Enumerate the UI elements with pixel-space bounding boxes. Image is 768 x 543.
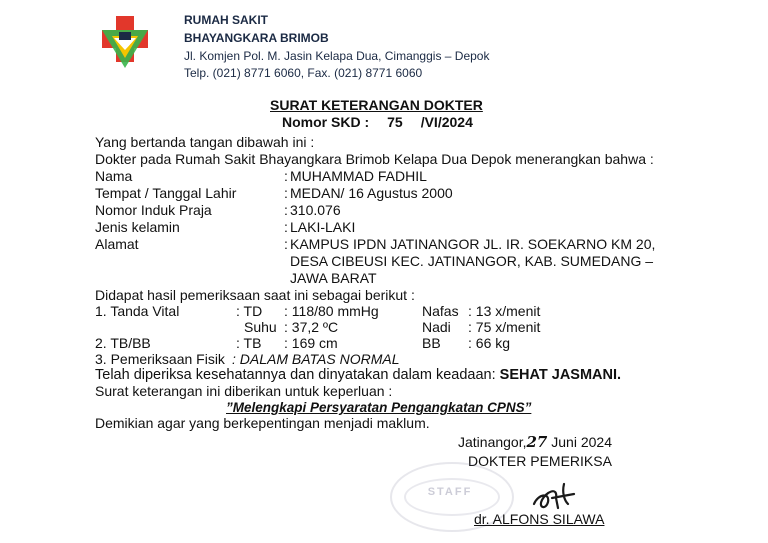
address-label: Alamat [95, 236, 139, 252]
number-value: 75 [387, 114, 403, 130]
signature-role: DOKTER PEMERIKSA [468, 453, 612, 469]
exam-heading: Didapat hasil pemeriksaan saat ini sebagai berikut : [95, 287, 415, 303]
td-label: : TD [236, 303, 263, 319]
number-label: Nomor SKD : [282, 114, 370, 130]
conclusion-line [95, 367, 621, 383]
tbbb-label: 2. TB/BB [95, 335, 151, 351]
nafas-label: Nafas [422, 303, 459, 319]
bb-label: BB [422, 335, 441, 351]
address-line1: KAMPUS IPDN JATINANGOR JL. IR. SOEKARNO KM 20, [290, 236, 656, 252]
hospital-logo-icon [92, 10, 158, 76]
number-rest: /VI/2024 [420, 114, 473, 130]
fisik-label: 3. Pemeriksaan Fisik [95, 351, 225, 367]
date-month-year: Juni 2024 [551, 434, 612, 450]
document-title: SURAT KETERANGAN DOKTER [270, 97, 483, 113]
doctor-name: dr. ALFONS SILAWA [474, 511, 605, 527]
bb-value: : 66 kg [468, 335, 511, 351]
tb-value: : 169 cm [284, 335, 338, 351]
closing-line: Demikian agar yang berkepentingan menjadi maklum. [95, 415, 430, 431]
conclusion-text: Telah diperiksa kesehatannya dan dinyatakan dalam keadaan: [95, 367, 496, 383]
hospital-name-line1: RUMAH SAKIT [184, 13, 268, 27]
td-value: : 118/80 mmHg [284, 303, 379, 319]
signature-date [458, 433, 612, 451]
intro-line2: Dokter pada Rumah Sakit Bhayangkara Brimob Kelapa Dua Depok menerangkan bahwa : [95, 151, 654, 167]
address-line3: JAWA BARAT [290, 270, 377, 286]
colon: : [284, 185, 288, 201]
intro-line1: Yang bertanda tangan dibawah ini : [95, 134, 315, 150]
colon: : [284, 168, 288, 184]
hospital-phone: Telp. (021) 8771 6060, Fax. (021) 8771 6060 [184, 66, 423, 80]
name-label: Nama [95, 168, 133, 184]
colon: : [284, 202, 288, 218]
purpose-text: ”Melengkapi Persyaratan Pengangkatan CPNS” [226, 400, 532, 415]
suhu-label: Suhu [244, 319, 277, 335]
dob-label: Tempat / Tanggal Lahir [95, 185, 237, 201]
sex-value: LAKI-LAKI [290, 219, 356, 235]
stamp-text: STAFF [427, 486, 473, 498]
nip-value: 310.076 [290, 202, 341, 218]
colon: : [284, 219, 288, 235]
nadi-value: : 75 x/menit [468, 319, 541, 335]
nafas-value: : 13 x/menit [468, 303, 541, 319]
vital-label: 1. Tanda Vital [95, 303, 180, 319]
tb-label: : TB [236, 335, 262, 351]
date-place: Jatinangor, [458, 434, 527, 450]
colon: : [284, 236, 288, 252]
suhu-value: : 37,2 ºC [284, 319, 339, 335]
nip-label: Nomor Induk Praja [95, 202, 212, 218]
health-status: SEHAT JASMANI. [499, 367, 622, 383]
dob-value: MEDAN/ 16 Agustus 2000 [290, 185, 453, 201]
address-line2: DESA CIBEUSI KEC. JATINANGOR, KAB. SUMEDANG – [290, 253, 654, 269]
document-number [282, 114, 473, 130]
date-day-handwritten: 27 [526, 433, 548, 451]
fisik-value: : DALAM BATAS NORMAL [232, 351, 400, 367]
sex-label: Jenis kelamin [95, 219, 180, 235]
name-value: MUHAMMAD FADHIL [290, 168, 427, 184]
nadi-label: Nadi [422, 319, 451, 335]
purpose-intro: Surat keterangan ini diberikan untuk keperluan : [95, 383, 393, 399]
hospital-name-line2: BHAYANGKARA BRIMOB [184, 31, 329, 45]
hospital-address: Jl. Komjen Pol. M. Jasin Kelapa Dua, Cimanggis – Depok [184, 49, 490, 63]
